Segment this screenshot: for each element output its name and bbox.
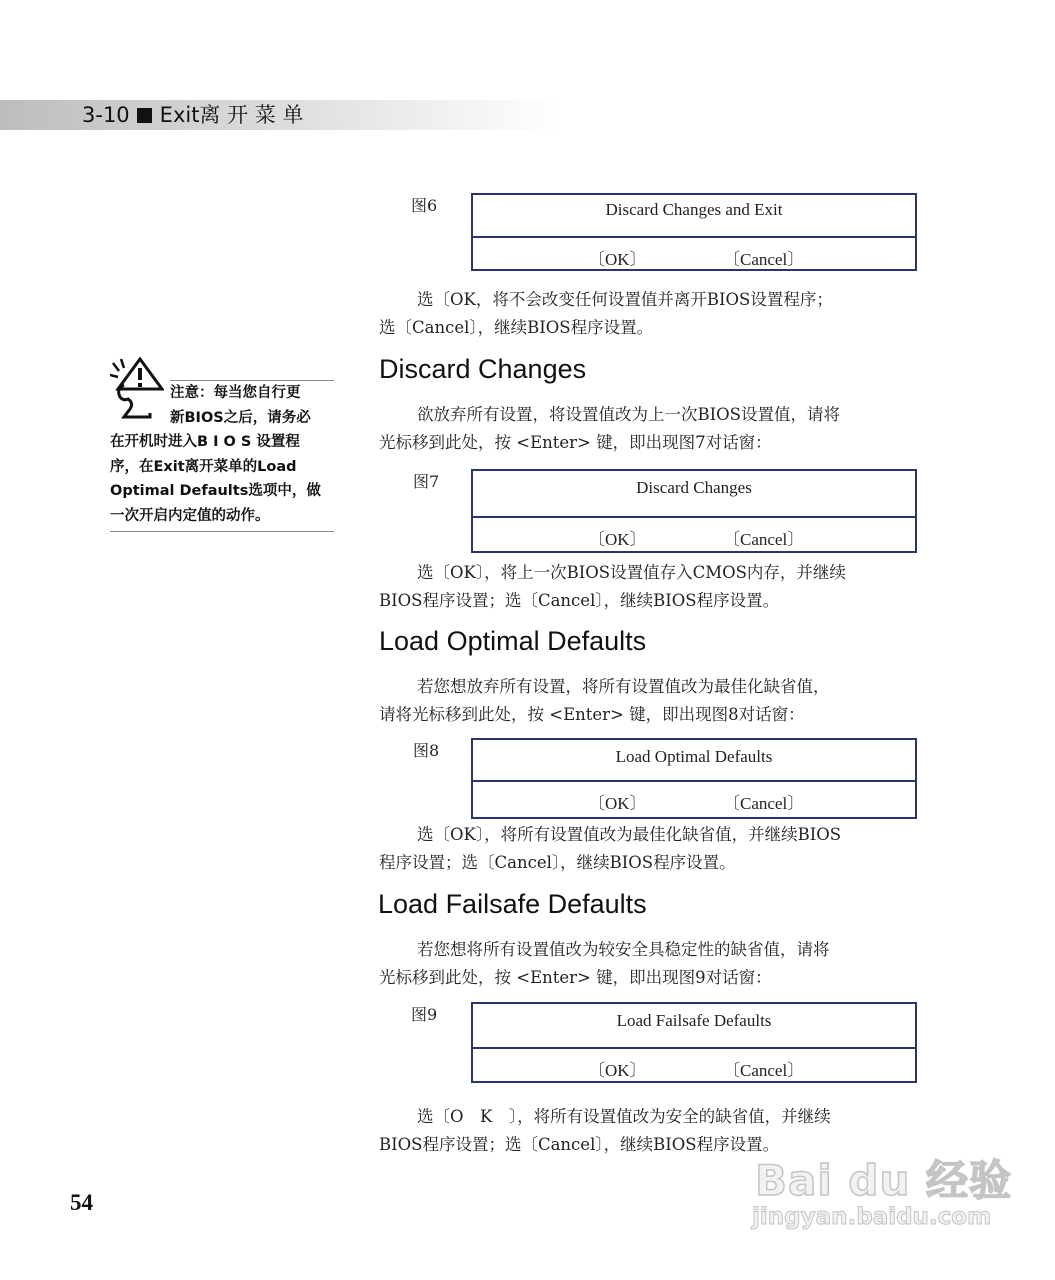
watermark-brand: Bai du 经验 (755, 1156, 1012, 1205)
cancel-button[interactable]: 〔Cancel〕 (723, 530, 805, 549)
paragraph (379, 286, 919, 342)
baidu-watermark (740, 1148, 1012, 1240)
dialog-title: Load Failsafe Defaults (473, 1004, 915, 1049)
figure-label: 图6 (411, 196, 438, 215)
text-line: 选〔Cancel〕，继续BIOS程序设置。 (379, 318, 654, 337)
text-line: 若您想放弃所有设置，将所有设置值改为最佳化缺省值， (417, 677, 830, 696)
paragraph (379, 673, 919, 729)
note-line: 一次开启内定值的动作。 (110, 507, 270, 524)
text-line: BIOS程序设置；选〔Cancel〕，继续BIOS程序设置。 (379, 1135, 780, 1154)
paragraph (379, 401, 919, 457)
text-line: 若您想将所有设置值改为较安全具稳定性的缺省值，请将 (417, 940, 830, 959)
dialog-discard-exit (471, 193, 917, 271)
dialog-discard-changes (471, 469, 917, 553)
section-title-load-failsafe: Load Failsafe Defaults (378, 889, 647, 919)
figure-label: 图7 (413, 472, 440, 491)
ok-button[interactable]: 〔OK〕 (588, 794, 647, 813)
section-number: 3-10 (82, 103, 130, 127)
paragraph (379, 559, 919, 615)
watermark-url: jingyan.baidu.com (752, 1204, 992, 1230)
paragraph (379, 936, 919, 992)
cancel-button[interactable]: 〔Cancel〕 (723, 794, 805, 813)
dialog-buttons (473, 518, 915, 551)
ok-button[interactable]: 〔OK〕 (588, 530, 647, 549)
cancel-button[interactable]: 〔Cancel〕 (723, 1061, 805, 1080)
cancel-button[interactable]: 〔Cancel〕 (723, 250, 805, 269)
section-title-discard-changes: Discard Changes (379, 354, 587, 384)
note-line: 序，在Exit离开菜单的Load (110, 458, 297, 475)
dialog-buttons (473, 782, 915, 815)
text-line: 请将光标移到此处，按 <Enter> 键，即出现图8对话窗： (379, 705, 805, 724)
dialog-load-failsafe (471, 1002, 917, 1083)
text-line: 光标移到此处，按 <Enter> 键，即出现图9对话窗： (379, 968, 772, 987)
ok-button[interactable]: 〔OK〕 (588, 1061, 647, 1080)
note-line: 注意：每当您自行更 (170, 385, 301, 401)
text-line: 欲放弃所有设置，将设置值改为上一次BIOS设置值，请将 (417, 405, 840, 424)
text-line: 程序设置；选〔Cancel〕，继续BIOS程序设置。 (379, 853, 736, 872)
square-bullet-icon (137, 108, 152, 123)
text-line: 选〔O K 〕，将所有设置值改为安全的缺省值，并继续 (417, 1107, 831, 1126)
note-line: Optimal Defaults选项中，做 (110, 483, 321, 499)
dialog-title: Load Optimal Defaults (473, 740, 915, 782)
text-line: 选〔OK〕，将所有设置值改为最佳化缺省值，并继续BIOS (417, 825, 842, 844)
header-title: Exit离 开 菜 单 (159, 103, 304, 127)
page-number: 54 (70, 1190, 93, 1215)
dialog-title: Discard Changes and Exit (473, 195, 915, 238)
text-line: 选〔OK〕，将上一次BIOS设置值存入CMOS内存，并继续 (417, 563, 846, 582)
text-line: 选〔OK，将不会改变任何设置值并离开BIOS设置程序； (417, 290, 833, 309)
figure-label: 图9 (411, 1005, 438, 1024)
dialog-title: Discard Changes (473, 471, 915, 518)
section-title-load-optimal: Load Optimal Defaults (379, 626, 647, 656)
note-line: 新BIOS之后，请务必 (170, 409, 311, 426)
figure-label: 图8 (413, 741, 440, 760)
ok-button[interactable]: 〔OK〕 (588, 250, 647, 269)
page-header (82, 100, 303, 130)
dialog-buttons (473, 1049, 915, 1082)
paragraph (379, 821, 919, 877)
dialog-buttons (473, 238, 915, 271)
side-note (110, 381, 336, 528)
note-line: 在开机时进入B I O S 设置程 (110, 434, 300, 450)
dialog-load-optimal (471, 738, 917, 819)
text-line: 光标移到此处，按 <Enter> 键，即出现图7对话窗： (379, 433, 772, 452)
note-bottom-rule (110, 531, 334, 532)
text-line: BIOS程序设置；选〔Cancel〕，继续BIOS程序设置。 (379, 591, 780, 610)
